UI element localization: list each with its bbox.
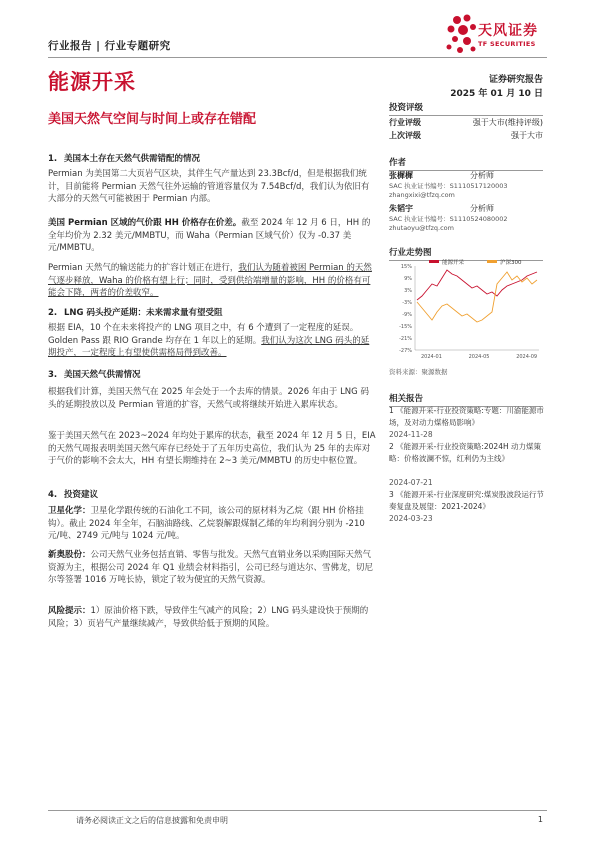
legend-swatch xyxy=(429,260,439,263)
report-date: 2025 年 01 月 10 日 xyxy=(450,89,543,99)
paragraph: Permian 天然气的输送能力的扩容计划正在进行，我们认为随着被困 Permian 的天然气逐步释放，Waha 的价格有望上行；同时，受到供给端增量的影响，HH 的价格有可能会下降，两者的价差收窄。 xyxy=(48,263,372,298)
authors-section-heading: 作者 xyxy=(389,156,543,171)
paragraph: 根据 EIA，10 个在未来将投产的 LNG 项目之中，有 6 个遭到了一定程度的延误。Golden Pass 跟 RIO Grande 均存在 1 年以上的延期。我们认为这次 LNG 码头的延期投产，一定程度上有望使供需格局得到改善。 xyxy=(48,323,370,358)
trend-chart-heading: 行业走势图 xyxy=(389,246,543,261)
y-tick-label: 3% xyxy=(404,288,412,294)
section-heading: 4. 投资建议 xyxy=(48,490,99,500)
industry-rating-value: 强于大市(维持评级) xyxy=(472,118,543,127)
paragraph: 新奥股份：公司天然气业务包括直销、零售与批发。天然气直销业务以采购国际天然气资源为主，根据公司 2024 年 Q1 业绩会材料指引，公司已经与道达尔、雪佛龙，切尼尔等签署 1016 万吨长协，锁定了较为便宜的天然气资源。 xyxy=(48,550,374,585)
paragraph: 美国 Permian 区域的气价跟 HH 价格存在价差。截至 2024 年 12 月 6 日，HH 的全年均价为 2.32 美元/MMBTU，而 Waha（Permian 区域气价）仅为 -0.37 美元/MMBTU。 xyxy=(48,218,371,253)
report-type: 证券研究报告 xyxy=(488,75,543,85)
analyst-name: 朱韬宇 xyxy=(389,204,413,213)
series-line-0 xyxy=(417,270,537,300)
y-tick-label: 9% xyxy=(404,276,412,282)
paragraph: 风险提示：1）原油价格下跌，导致伴生气减产的风险；2）LNG 码头建设快于预期的风险；3）页岩气产量继续减产，导致供给低于预期的风险。 xyxy=(48,606,369,629)
related-report-link[interactable]: 1 《能源开采-行业投资策略:专题：川渝能源市场，及对动力煤格局影响》 xyxy=(389,406,544,427)
related-report-link[interactable]: 2 《能源开采-行业投资策略:2024H 动力煤策略：价格波澜不惊，红利仍为主线》 xyxy=(389,442,541,463)
y-tick-label: 15% xyxy=(400,264,412,270)
related-report-date: 2024-07-21 xyxy=(389,478,433,487)
page-number: 1 xyxy=(537,815,543,824)
analyst-role: 分析师 xyxy=(470,171,494,180)
logo-cn-text: 天风证券 xyxy=(478,23,538,39)
section-heading: 2. LNG 码头投产延期：未来需求量有望受阻 xyxy=(48,308,223,318)
x-tick-label: 2024-01 xyxy=(421,354,442,360)
y-tick-label: -3% xyxy=(402,300,412,306)
legend-label: 能源开采 xyxy=(442,260,465,266)
x-tick-label: 2024-09 xyxy=(516,354,538,360)
industry-title: 能源开采 xyxy=(48,70,136,94)
y-tick-label: -9% xyxy=(402,312,412,318)
section-heading: 3. 美国天然气供需情况 xyxy=(48,370,141,380)
footer-disclaimer: 请务必阅读正文之后的信息披露和免责申明 xyxy=(76,816,228,825)
x-tick-label: 2024-05 xyxy=(468,354,490,360)
related-report-link[interactable]: 3 《能源开采-行业深度研究:煤炭股波段运行节奏复盘及展望：2021-2024》 xyxy=(389,490,544,511)
analyst-cert: SAC 执业证书编号：S1110524080002 xyxy=(389,215,508,223)
footer-divider xyxy=(48,810,547,811)
y-tick-label: -21% xyxy=(399,336,412,342)
logo-en-text: TF SECURITIES xyxy=(478,40,536,48)
previous-rating-value: 强于大市 xyxy=(511,131,543,140)
section-heading: 1. 美国本土存在天然气供需错配的情况 xyxy=(48,154,201,164)
report-headline: 美国天然气空间与时间上或存在错配 xyxy=(48,112,257,127)
paragraph: 根据我们计算，美国天然气在 2025 年会处于一个去库的情景。2026 年由于 LNG 码头的延期投放以及 Permian 管道的扩容，天然气或将继续开始进入累库状态。 xyxy=(48,387,369,410)
related-report-date: 2024-11-28 xyxy=(389,430,433,439)
chart-source: 资料来源：聚源数据 xyxy=(389,368,448,376)
paragraph: 卫星化学：卫星化学跟传统的石油化工不同，该公司的原材料为乙烷（跟 HH 价格挂钩）。截止 2024 年全年，石脑油路线、乙烷裂解跟煤制乙烯的年均利润分别为 -210 元/吨、2749 元/吨与 1024 元/吨。 xyxy=(48,506,365,541)
analyst-cert: SAC 执业证书编号：S1110517120003 xyxy=(389,182,508,190)
rating-section-heading: 投资评级 xyxy=(389,101,543,116)
previous-rating-label: 上次评级 xyxy=(389,131,421,140)
paragraph: 鉴于美国天然气在 2023~2024 年均处于累库的状态，截至 2024 年 12 月 5 日，EIA 的天然气周报表明美国天然气库存已经处于了五年历史高位，我们认为 25 年的去库对于气价的影响不会太大，HH 有望长期维持在 2~3 美元/MMBTU 的历史中枢位置。 xyxy=(48,431,376,466)
legend-swatch xyxy=(487,260,497,263)
series-line-1 xyxy=(417,272,537,322)
analyst-name: 张樨樨 xyxy=(389,171,413,180)
related-report-date: 2024-03-23 xyxy=(389,514,433,523)
analyst-role: 分析师 xyxy=(470,204,494,213)
industry-rating-row xyxy=(389,117,543,128)
industry-trend-chart xyxy=(389,258,543,364)
analyst-email[interactable]: zhangxixi@tfzq.com xyxy=(389,191,455,199)
paragraph: Permian 为美国第二大页岩气区块，其伴生气产量达到 23.3Bcf/d，但是根据我们统计，目前能将 Permian 天然气往外运输的管道容量仅为 7.54Bcf/d，我们认为依旧有大部分的天然气可能被困于 Permian 内部。 xyxy=(48,169,370,204)
previous-rating-row xyxy=(389,130,543,141)
legend-label: 沪深300 xyxy=(500,260,522,266)
report-category: 行业报告 | 行业专题研究 xyxy=(48,40,171,52)
analyst-email[interactable]: zhutaoyu@tfzq.com xyxy=(389,224,454,232)
y-tick-label: -15% xyxy=(399,324,412,330)
related-section-heading: 相关报告 xyxy=(389,392,543,407)
y-tick-label: -27% xyxy=(399,348,412,354)
industry-rating-label: 行业评级 xyxy=(389,118,421,127)
